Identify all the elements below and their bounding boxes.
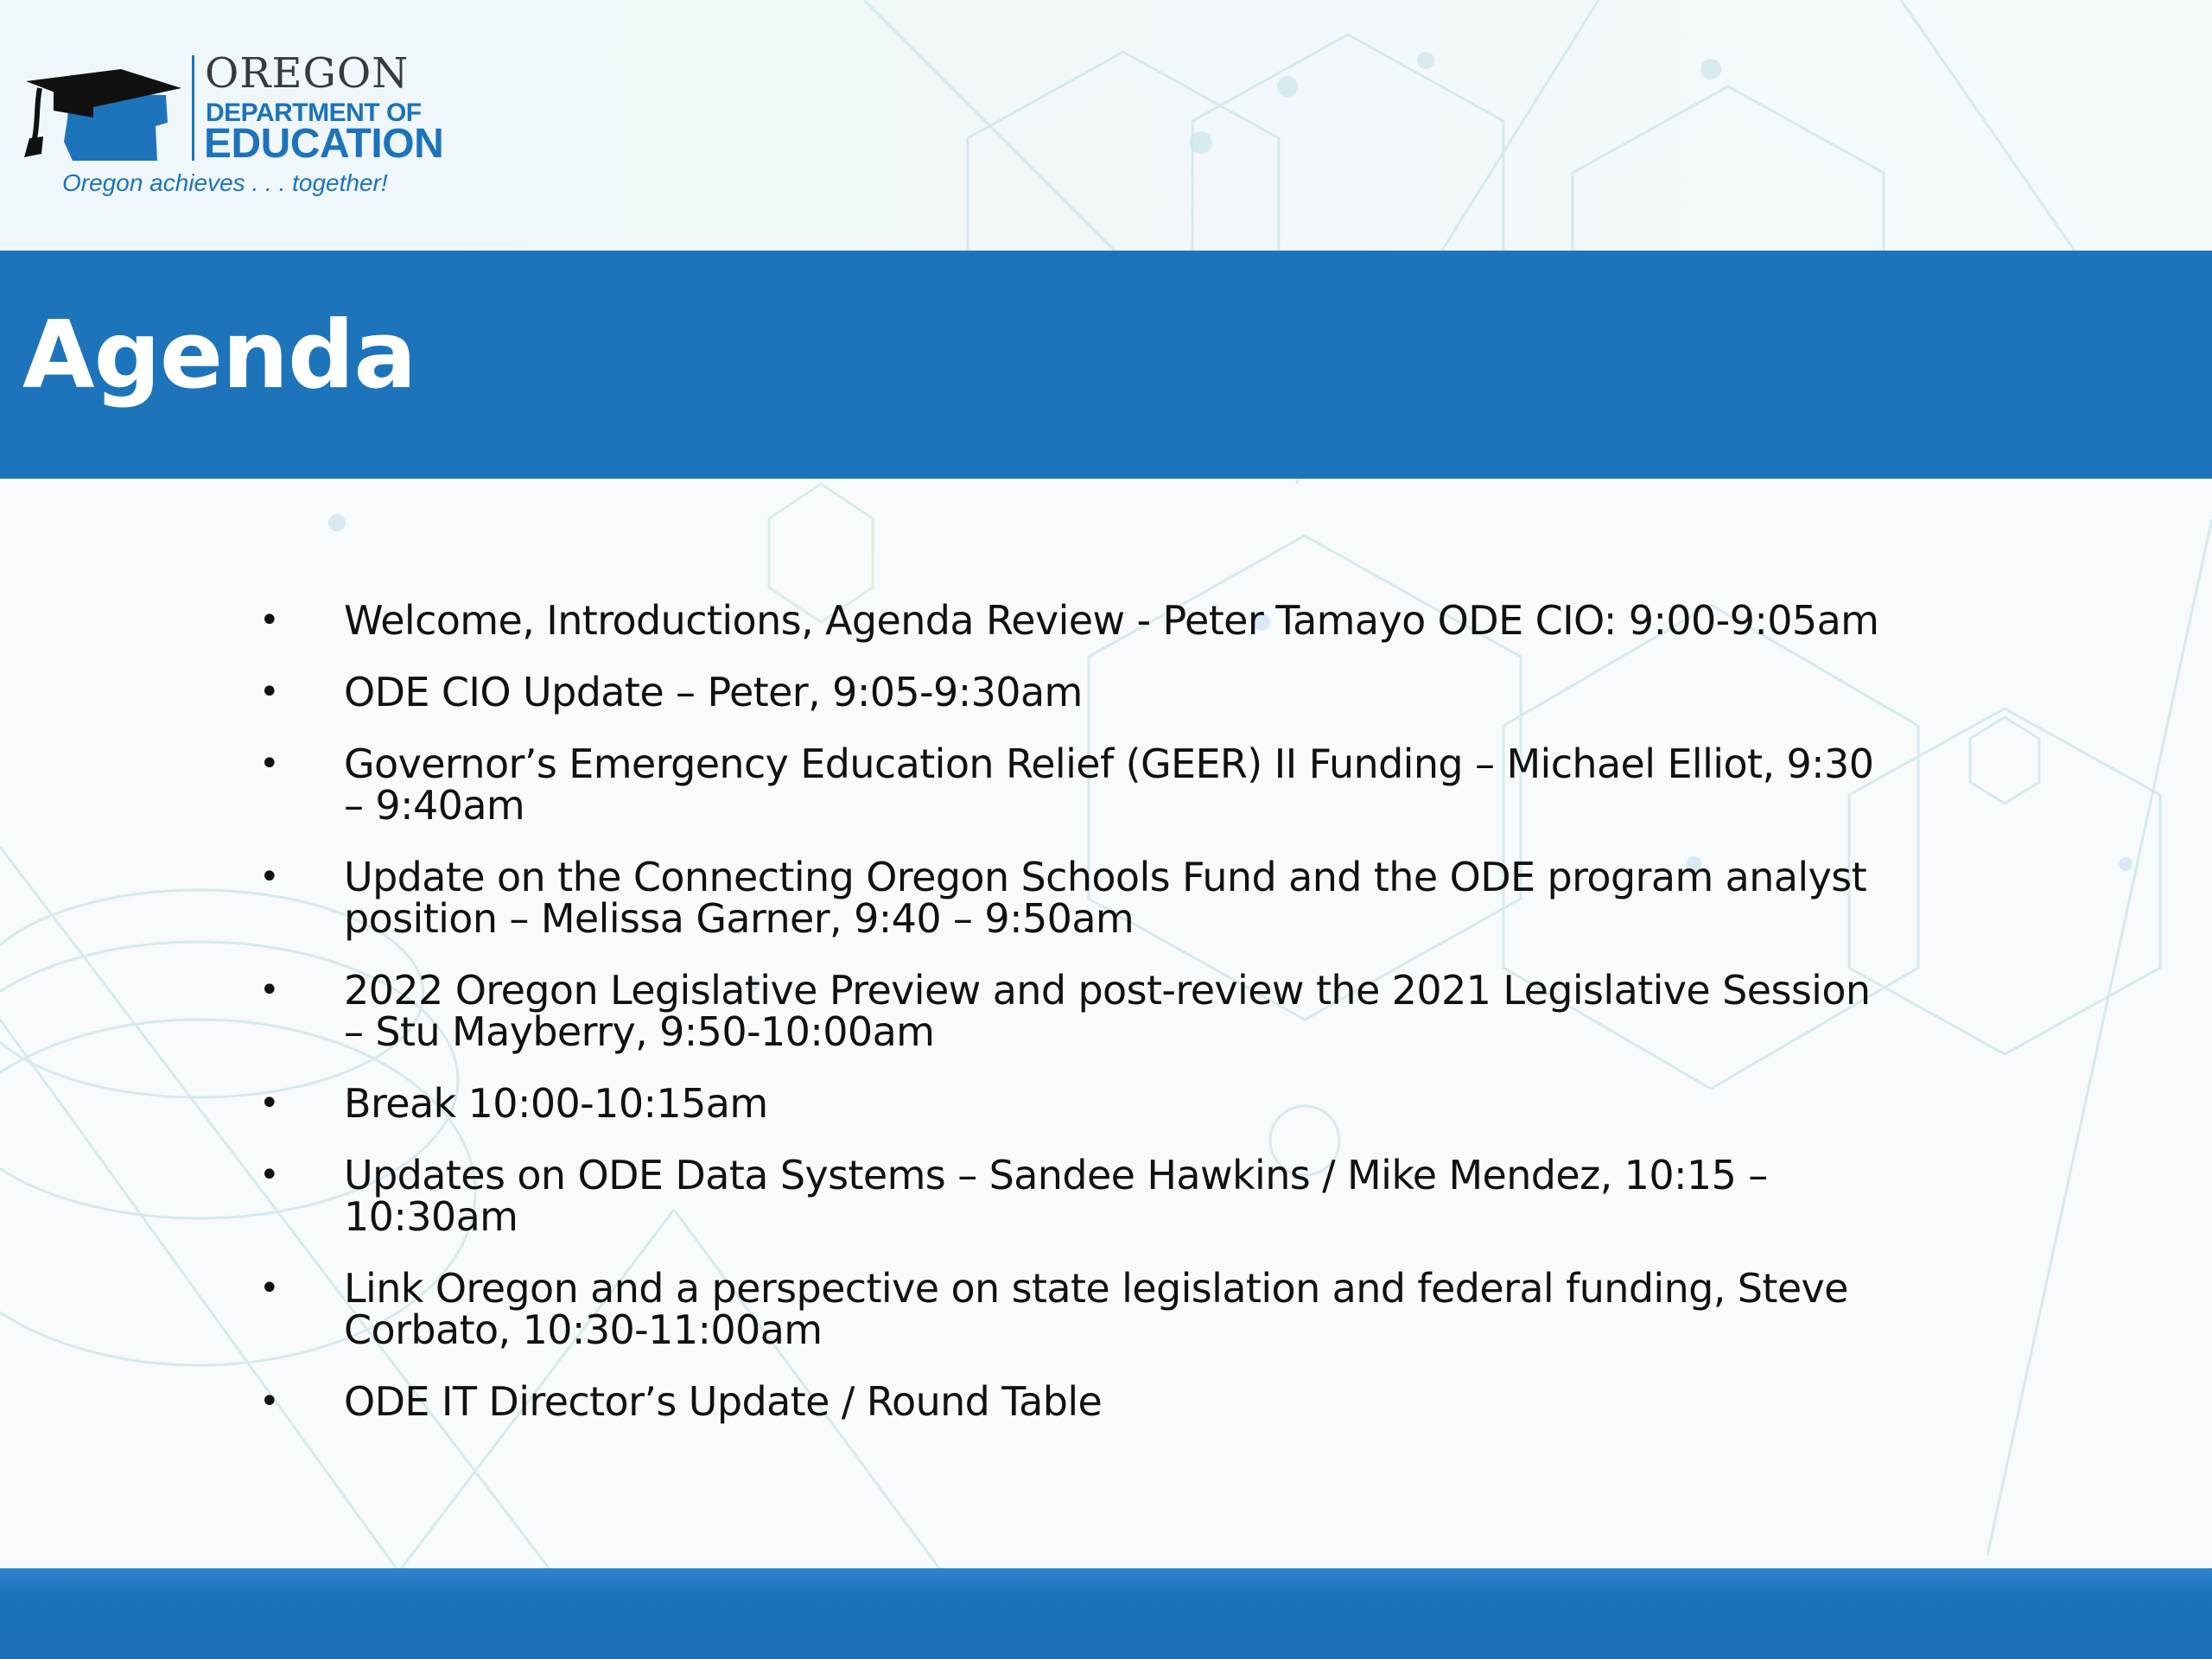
agenda-item: [257, 671, 1899, 713]
logo-education-text: EDUCATION: [204, 121, 444, 167]
bullet-icon: •: [259, 601, 279, 640]
agenda-item-text: Governor’s Emergency Education Relief (GEER) II Funding – Michael Elliot, 9:30 – 9:40am: [344, 741, 1874, 829]
logo-oregon-text: OREGON: [205, 49, 410, 98]
agenda-item-text: ODE IT Director’s Update / Round Table: [344, 1378, 1103, 1425]
ode-logo: [19, 49, 444, 207]
bullet-icon: •: [259, 672, 279, 712]
agenda-item: [257, 741, 1899, 829]
agenda-item-text: Link Oregon and a perspective on state legislation and federal funding, Steve Corbato, 10:30-11:00am: [344, 1265, 1848, 1353]
agenda-item: [257, 1265, 1899, 1353]
bullet-icon: •: [259, 1382, 279, 1421]
agenda-item-text: 2022 Oregon Legislative Preview and post-review the 2021 Legislative Session – Stu Mayberry, 9:50-10:00am: [344, 967, 1871, 1055]
agenda-item: [257, 597, 1899, 644]
agenda-item-text: Update on the Connecting Oregon Schools Fund and the ODE program analyst position – Melissa Garner, 9:40 – 9:50am: [344, 854, 1867, 942]
graduation-cap-oregon-icon: [19, 59, 183, 171]
logo-department-text: DEPARTMENT OF: [206, 99, 422, 127]
bullet-icon: •: [259, 970, 279, 1010]
agenda-item: [257, 1152, 1899, 1240]
title-band: [0, 251, 2212, 479]
bullet-icon: •: [259, 1155, 279, 1195]
agenda-item: [257, 1378, 1899, 1425]
agenda-item: [257, 854, 1899, 942]
bullet-icon: •: [259, 857, 279, 897]
logo-divider: [192, 55, 194, 161]
footer-band: [0, 1568, 2212, 1659]
agenda-item: [257, 967, 1899, 1055]
agenda-item-text: ODE CIO Update – Peter, 9:05-9:30am: [344, 669, 1083, 715]
slide-title: Agenda: [22, 302, 416, 410]
bullet-icon: •: [259, 1084, 279, 1123]
agenda-item-text: Welcome, Introductions, Agenda Review - Peter Tamayo ODE CIO: 9:00-9:05am: [344, 597, 1879, 644]
agenda-list: [257, 597, 1899, 1452]
agenda-item-text: Updates on ODE Data Systems – Sandee Hawkins / Mike Mendez, 10:15 – 10:30am: [344, 1152, 1768, 1240]
agenda-item-text: Break 10:00-10:15am: [344, 1080, 768, 1127]
bullet-icon: •: [259, 744, 279, 784]
logo-tagline: Oregon achieves . . . together!: [62, 169, 388, 196]
agenda-item: [257, 1080, 1899, 1127]
bullet-icon: •: [259, 1268, 279, 1308]
